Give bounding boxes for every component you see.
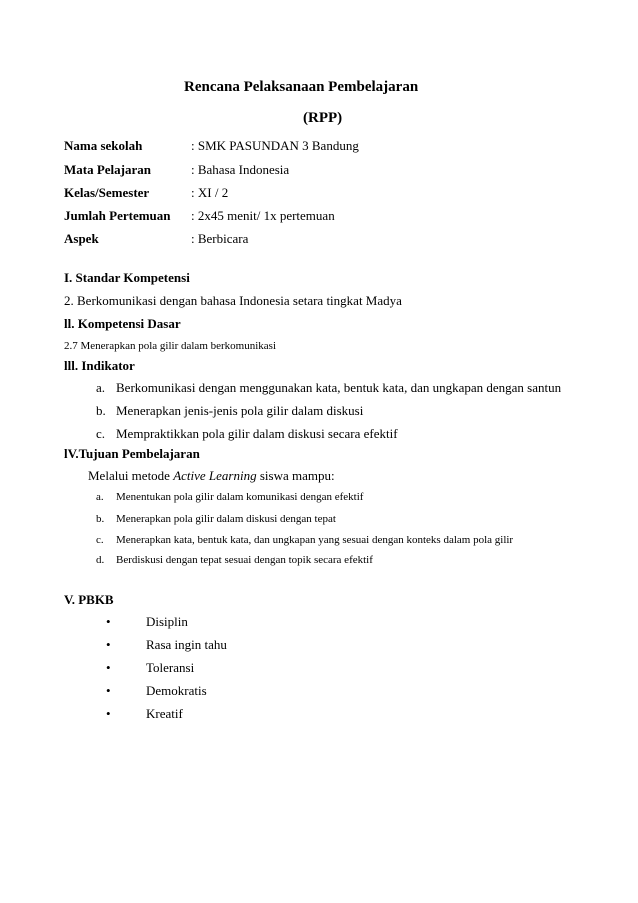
bullet-marker: • xyxy=(106,637,111,652)
info-label: Kelas/Semester xyxy=(64,185,150,200)
document-title: Rencana Pelaksanaan Pembelajaran xyxy=(184,79,419,95)
list-item-text: Menerapkan kata, bentuk kata, dan ungkapan yang sesuai dengan konteks dalam pola gilir xyxy=(116,534,514,546)
info-label: Aspek xyxy=(64,231,99,246)
document-subtitle: (RPP) xyxy=(303,110,343,126)
section-heading-indikator: lll. Indikator xyxy=(64,358,135,373)
bullet-marker: • xyxy=(106,683,111,698)
list-item-text: Menerapkan jenis-jenis pola gilir dalam diskusi xyxy=(116,403,364,418)
list-item-text: Menerapkan pola gilir dalam diskusi dengan tepat xyxy=(116,513,336,525)
info-value: : XI / 2 xyxy=(191,185,229,200)
info-value: : 2x45 menit/ 1x pertemuan xyxy=(191,208,335,223)
info-label: Jumlah Pertemuan xyxy=(64,208,171,223)
info-value: : Bahasa Indonesia xyxy=(191,162,290,177)
info-label: Nama sekolah xyxy=(64,138,143,153)
list-item-text: Mempraktikkan pola gilir dalam diskusi secara efektif xyxy=(116,426,398,441)
list-marker: d. xyxy=(96,554,105,566)
list-item-text: Rasa ingin tahu xyxy=(146,637,227,652)
list-item-text: Toleransi xyxy=(146,660,195,675)
section-heading-kd: ll. Kompetensi Dasar xyxy=(64,316,181,331)
list-marker: b. xyxy=(96,513,105,525)
bullet-marker: • xyxy=(106,614,111,629)
list-item-text: Menentukan pola gilir dalam komunikasi dengan efektif xyxy=(116,491,364,503)
info-label: Mata Pelajaran xyxy=(64,162,152,177)
kd-text: 2.7 Menerapkan pola gilir dalam berkomunikasi xyxy=(64,340,276,352)
section-heading-tujuan: lV.Tujuan Pembelajaran xyxy=(64,446,200,461)
bullet-marker: • xyxy=(106,706,111,721)
list-item-text: Kreatif xyxy=(146,706,183,721)
section-heading-sk: I. Standar Kompetensi xyxy=(64,270,190,285)
section-heading-pbkb: V. PBKB xyxy=(64,592,114,607)
list-item-text: Berdiskusi dengan tepat sesuai dengan topik secara efektif xyxy=(116,554,373,566)
list-marker: c. xyxy=(96,426,106,441)
list-marker: a. xyxy=(96,380,106,395)
list-item-text: Disiplin xyxy=(146,614,188,629)
tujuan-intro-suffix: siswa mampu: xyxy=(256,468,335,483)
list-marker: b. xyxy=(96,403,106,418)
list-item-text: Demokratis xyxy=(146,683,207,698)
bullet-marker: • xyxy=(106,660,111,675)
tujuan-intro-method: Active Learning xyxy=(173,468,257,483)
info-value: : SMK PASUNDAN 3 Bandung xyxy=(191,138,359,153)
sk-text: 2. Berkomunikasi dengan bahasa Indonesia setara tingkat Madya xyxy=(64,293,402,308)
tujuan-intro-prefix: Melalui metode xyxy=(88,468,174,483)
list-item-text: Berkomunikasi dengan menggunakan kata, bentuk kata, dan ungkapan dengan santun xyxy=(116,380,562,395)
info-value: : Berbicara xyxy=(191,231,249,246)
tujuan-intro xyxy=(88,468,335,484)
list-marker: c. xyxy=(96,534,104,546)
list-marker: a. xyxy=(96,491,104,503)
